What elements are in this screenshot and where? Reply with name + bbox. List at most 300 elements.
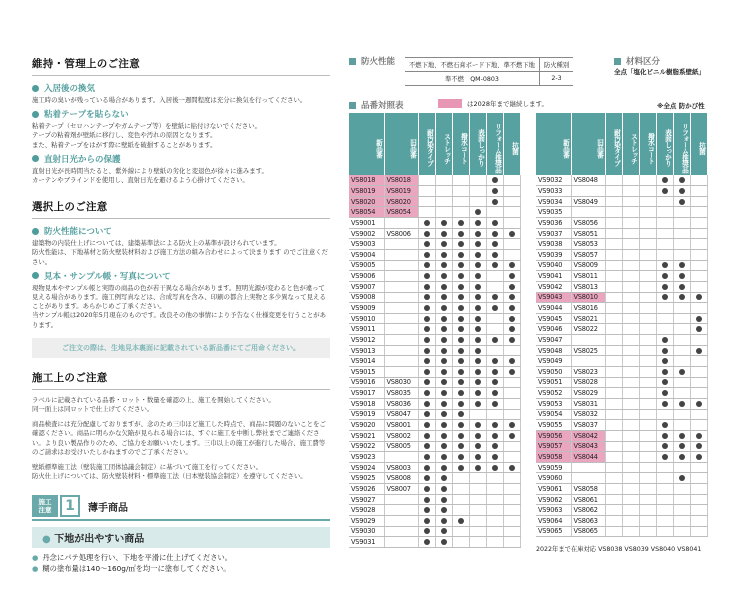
feature-cell: [622, 420, 639, 431]
filled-dot-icon: [441, 294, 447, 300]
feature-cell: [690, 260, 707, 271]
filled-dot-icon: [424, 507, 430, 513]
old-code: [384, 303, 418, 314]
filled-dot-icon: [475, 326, 481, 332]
feature-cell: [452, 452, 469, 463]
filled-dot-icon: [475, 443, 481, 449]
section-number: 1: [60, 495, 80, 517]
old-code: VS8042: [571, 430, 605, 441]
feature-cell: [452, 271, 469, 282]
old-code: [571, 473, 605, 484]
filled-dot-icon: [475, 379, 481, 385]
feature-cell: [656, 526, 673, 537]
feature-cell: [503, 484, 520, 495]
filled-dot-icon: [424, 284, 430, 290]
notes-column: [32, 56, 330, 574]
feature-cell: [503, 324, 520, 335]
feature-cell: [435, 484, 452, 495]
new-code: VS9027: [349, 494, 384, 505]
filled-dot-icon: [662, 443, 668, 449]
feature-cell: [690, 505, 707, 516]
new-code: VS9029: [349, 516, 384, 527]
feature-cell: [656, 345, 673, 356]
column-header: リフォーム推奨品: [673, 113, 690, 175]
feature-cell: [503, 249, 520, 260]
filled-dot-icon: [492, 401, 498, 407]
filled-dot-icon: [679, 188, 685, 194]
feature-cell: [622, 377, 639, 388]
feature-cell: [435, 388, 452, 399]
feature-cell: [503, 430, 520, 441]
feature-cell: [418, 335, 435, 346]
feature-cell: [673, 516, 690, 527]
feature-cell: [469, 281, 486, 292]
feature-cell: [469, 430, 486, 441]
feature-cell: [418, 345, 435, 356]
table-row: [349, 292, 520, 303]
feature-cell: [469, 452, 486, 463]
feature-cell: [418, 388, 435, 399]
table-row: [349, 313, 520, 324]
table-row: [349, 356, 520, 367]
old-code: VS8051: [571, 228, 605, 239]
feature-cell: [622, 494, 639, 505]
feature-cell: [486, 196, 503, 207]
feature-cell: [486, 462, 503, 473]
table-row: [536, 249, 707, 260]
feature-cell: [503, 281, 520, 292]
paragraph: 建築物の内装仕上げについては、建築基準法による防火上の基準が設けられています。 防火性能は、下地基材と防火壁装材料および施工方法の組み合わせによって決まります のでご注意ください。: [32, 239, 328, 266]
filled-dot-icon: [441, 348, 447, 354]
feature-cell: [622, 303, 639, 314]
new-code: VS9001: [349, 218, 384, 229]
feature-cell: [673, 367, 690, 378]
feature-cell: [639, 271, 656, 282]
filled-dot-icon: [441, 465, 447, 471]
new-code: VS9037: [536, 228, 571, 239]
filled-dot-icon: [424, 454, 430, 460]
feature-cell: [435, 196, 452, 207]
footnote: 2022年まで在庫対応 VS8038 VS8039 VS8040 VS8041: [536, 546, 702, 553]
filled-dot-icon: [424, 528, 430, 534]
feature-cell: [690, 281, 707, 292]
old-code: [384, 335, 418, 346]
table-row: [536, 494, 707, 505]
feature-cell: [452, 313, 469, 324]
feature-cell: [503, 228, 520, 239]
feature-cell: [639, 281, 656, 292]
feature-cell: [656, 175, 673, 186]
old-code: VS8011: [571, 271, 605, 282]
feature-cell: [452, 356, 469, 367]
feature-cell: [452, 303, 469, 314]
old-code: [571, 335, 605, 346]
filled-dot-icon: [492, 241, 498, 247]
filled-dot-icon: [509, 262, 515, 268]
filled-dot-icon: [441, 411, 447, 417]
feature-cell: [605, 239, 622, 250]
feature-cell: [605, 452, 622, 463]
filled-dot-icon: [492, 294, 498, 300]
old-code: VS8054: [384, 207, 418, 218]
feature-cell: [690, 239, 707, 250]
feature-cell: [486, 526, 503, 537]
filled-dot-icon: [492, 433, 498, 439]
feature-cell: [435, 409, 452, 420]
table-row: [536, 228, 707, 239]
feature-cell: [452, 537, 469, 548]
feature-cell: [452, 430, 469, 441]
feature-cell: [639, 452, 656, 463]
filled-dot-icon: [424, 390, 430, 396]
feature-cell: [673, 271, 690, 282]
old-code: [384, 516, 418, 527]
feature-cell: [622, 441, 639, 452]
feature-cell: [486, 228, 503, 239]
new-code: VS9047: [536, 335, 571, 346]
feature-cell: [486, 345, 503, 356]
feature-cell: [435, 228, 452, 239]
table-row: [536, 398, 707, 409]
material-label: 材料区分: [614, 55, 660, 67]
filled-dot-icon: [441, 497, 447, 503]
feature-cell: [486, 207, 503, 218]
feature-cell: [673, 196, 690, 207]
feature-cell: [418, 281, 435, 292]
feature-cell: [452, 292, 469, 303]
column-header: 表面しっかり: [656, 113, 673, 175]
feature-cell: [639, 345, 656, 356]
old-code: VS8036: [384, 398, 418, 409]
feature-cell: [673, 303, 690, 314]
feature-cell: [486, 175, 503, 186]
feature-cell: [690, 452, 707, 463]
feature-cell: [673, 420, 690, 431]
feature-cell: [486, 324, 503, 335]
old-code: [384, 239, 418, 250]
feature-cell: [486, 398, 503, 409]
table-row: [349, 526, 520, 537]
feature-cell: [622, 249, 639, 260]
table-row: [536, 516, 707, 527]
feature-cell: [622, 281, 639, 292]
table-row: [349, 398, 520, 409]
paragraph: ラベルに記載されている品番・ロット・数量を確認の上、施工を開始してください。 同一面上は同ロットで仕上げてください。: [32, 395, 275, 414]
old-code: [384, 260, 418, 271]
table-row: [536, 324, 707, 335]
filled-dot-icon: [492, 177, 498, 183]
feature-cell: [639, 260, 656, 271]
feature-cell: [486, 303, 503, 314]
feature-cell: [469, 218, 486, 229]
table-row: [536, 271, 707, 282]
old-code: [384, 324, 418, 335]
new-code: VS9012: [349, 335, 384, 346]
old-code: [384, 313, 418, 324]
filled-dot-icon: [424, 316, 430, 322]
feature-cell: [435, 420, 452, 431]
feature-cell: [690, 430, 707, 441]
feature-cell: [486, 452, 503, 463]
feature-cell: [503, 537, 520, 548]
feature-cell: [639, 409, 656, 420]
new-code: VS9044: [536, 303, 571, 314]
table-row: [536, 462, 707, 473]
feature-cell: [656, 281, 673, 292]
new-code: VS9057: [536, 441, 571, 452]
feature-cell: [486, 356, 503, 367]
column-header: 旧品番: [571, 113, 605, 175]
filled-dot-icon: [475, 252, 481, 258]
filled-dot-icon: [424, 518, 430, 524]
feature-cell: [503, 398, 520, 409]
new-code: VS9024: [349, 462, 384, 473]
feature-cell: [673, 473, 690, 484]
table-row: [349, 228, 520, 239]
table-row: [536, 473, 707, 484]
feature-cell: [452, 228, 469, 239]
new-code: VS9019: [349, 409, 384, 420]
feature-cell: [418, 292, 435, 303]
feature-cell: [418, 239, 435, 250]
filled-dot-icon: [441, 507, 447, 513]
feature-cell: [690, 313, 707, 324]
feature-cell: [622, 260, 639, 271]
filled-dot-icon: [424, 231, 430, 237]
feature-cell: [435, 239, 452, 250]
feature-cell: [690, 207, 707, 218]
old-code: VS8037: [571, 420, 605, 431]
filled-dot-icon: [679, 433, 685, 439]
feature-cell: [656, 377, 673, 388]
feature-cell: [622, 484, 639, 495]
feature-cell: [469, 388, 486, 399]
filled-dot-icon: [458, 422, 464, 428]
feature-cell: [656, 271, 673, 282]
feature-cell: [690, 356, 707, 367]
feature-cell: [469, 345, 486, 356]
feature-cell: [673, 388, 690, 399]
new-code: VS9010: [349, 313, 384, 324]
table-row: [536, 335, 707, 346]
filled-dot-icon: [492, 199, 498, 205]
feature-cell: [673, 398, 690, 409]
feature-cell: [452, 409, 469, 420]
feature-cell: [418, 526, 435, 537]
feature-cell: [469, 473, 486, 484]
feature-cell: [503, 377, 520, 388]
subheading: 直射日光からの保護: [32, 153, 330, 165]
filled-dot-icon: [492, 262, 498, 268]
feature-cell: [639, 473, 656, 484]
filled-dot-icon: [441, 379, 447, 385]
old-code: [384, 218, 418, 229]
filled-dot-icon: [509, 433, 515, 439]
feature-cell: [418, 313, 435, 324]
feature-cell: [656, 473, 673, 484]
feature-cell: [673, 505, 690, 516]
feature-cell: [673, 377, 690, 388]
old-code: VS8031: [571, 398, 605, 409]
new-code: VS9031: [349, 537, 384, 548]
feature-cell: [486, 367, 503, 378]
old-code: VS8065: [571, 526, 605, 537]
feature-cell: [673, 462, 690, 473]
new-code: VS9017: [349, 388, 384, 399]
filled-dot-icon: [492, 422, 498, 428]
feature-cell: [469, 303, 486, 314]
table-row: [536, 207, 707, 218]
table-row: [536, 356, 707, 367]
feature-cell: [452, 281, 469, 292]
table-row: [349, 303, 520, 314]
table-row: [349, 271, 520, 282]
section-title: 薄手商品: [88, 502, 128, 514]
feature-cell: [673, 324, 690, 335]
feature-cell: [639, 196, 656, 207]
construction-title: 施工上のご注意: [32, 371, 108, 384]
filled-dot-icon: [424, 443, 430, 449]
feature-cell: [452, 377, 469, 388]
old-code: VS8021: [571, 313, 605, 324]
feature-cell: [486, 494, 503, 505]
filled-dot-icon: [696, 401, 702, 407]
filled-dot-icon: [475, 209, 481, 215]
filled-dot-icon: [662, 433, 668, 439]
feature-cell: [673, 207, 690, 218]
column-header: 撥水コート: [639, 113, 656, 175]
filled-dot-icon: [679, 475, 685, 481]
new-code: VS9018: [349, 398, 384, 409]
feature-cell: [503, 239, 520, 250]
old-code: VS8029: [571, 388, 605, 399]
old-code: VS8061: [571, 494, 605, 505]
filled-dot-icon: [475, 369, 481, 375]
feature-cell: [656, 494, 673, 505]
feature-cell: [690, 335, 707, 346]
feature-cell: [452, 494, 469, 505]
filled-dot-icon: [458, 284, 464, 290]
feature-cell: [418, 324, 435, 335]
table-row: [536, 175, 707, 186]
old-code: [384, 452, 418, 463]
filled-dot-icon: [475, 294, 481, 300]
feature-cell: [435, 218, 452, 229]
filled-dot-icon: [441, 220, 447, 226]
feature-cell: [418, 207, 435, 218]
feature-cell: [452, 196, 469, 207]
filled-dot-icon: [475, 273, 481, 279]
paragraph: 壁紙標準施工法（壁装施工団体協議会制定）に基づいて施工を行ってください。 防火仕上げについては、防火壁装材料・標準施工法（日本壁装協会制定）を遵守してください。: [32, 463, 307, 481]
feature-cell: [690, 292, 707, 303]
table-row: [536, 292, 707, 303]
feature-cell: [486, 537, 503, 548]
section-header: [32, 495, 330, 521]
feature-cell: [622, 526, 639, 537]
filled-dot-icon: [441, 539, 447, 545]
filled-dot-icon: [679, 199, 685, 205]
new-code: VS9004: [349, 249, 384, 260]
feature-cell: [690, 516, 707, 527]
feature-cell: [605, 473, 622, 484]
filled-dot-icon: [492, 305, 498, 311]
old-code: VS8063: [571, 516, 605, 527]
filled-dot-icon: [458, 465, 464, 471]
feature-cell: [605, 260, 622, 271]
feature-cell: [605, 430, 622, 441]
feature-cell: [503, 186, 520, 197]
filled-dot-icon: [475, 284, 481, 290]
table-row: [349, 249, 520, 260]
filled-dot-icon: [475, 433, 481, 439]
feature-cell: [622, 430, 639, 441]
new-code: VS9049: [536, 356, 571, 367]
feature-cell: [486, 271, 503, 282]
feature-cell: [639, 207, 656, 218]
table-row: [349, 462, 520, 473]
new-code: VS9042: [536, 281, 571, 292]
old-code: [384, 345, 418, 356]
table-row: [349, 494, 520, 505]
filled-dot-icon: [662, 273, 668, 279]
feature-cell: [656, 484, 673, 495]
new-code: VS9009: [349, 303, 384, 314]
new-code: VS8019: [349, 186, 384, 197]
divider: [32, 75, 330, 76]
filled-dot-icon: [458, 294, 464, 300]
feature-cell: [622, 271, 639, 282]
feature-cell: [690, 303, 707, 314]
feature-cell: [605, 345, 622, 356]
feature-cell: [656, 207, 673, 218]
filled-dot-icon: [458, 252, 464, 258]
feature-cell: [673, 218, 690, 229]
feature-cell: [435, 377, 452, 388]
paragraph: 施工時の臭いが残っている場合があります。入居後一週間程度は充分に換気を行ってください。: [32, 96, 307, 104]
filled-dot-icon: [424, 465, 430, 471]
feature-cell: [435, 526, 452, 537]
feature-cell: [469, 420, 486, 431]
feature-cell: [690, 473, 707, 484]
filled-dot-icon: [475, 390, 481, 396]
feature-cell: [435, 271, 452, 282]
mold-note: ※全点 防かび性: [657, 102, 705, 110]
feature-cell: [503, 409, 520, 420]
filled-dot-icon: [441, 316, 447, 322]
new-code: VS8054: [349, 207, 384, 218]
new-code: VS9060: [536, 473, 571, 484]
filled-dot-icon: [458, 273, 464, 279]
feature-cell: [469, 324, 486, 335]
feature-cell: [639, 388, 656, 399]
feature-cell: [639, 335, 656, 346]
feature-cell: [503, 207, 520, 218]
feature-cell: [503, 292, 520, 303]
feature-cell: [435, 494, 452, 505]
filled-dot-icon: [475, 220, 481, 226]
feature-cell: [639, 377, 656, 388]
table-row: [536, 186, 707, 197]
filled-dot-icon: [492, 188, 498, 194]
new-code: VS9059: [536, 462, 571, 473]
filled-dot-icon: [679, 262, 685, 268]
feature-cell: [452, 473, 469, 484]
filled-dot-icon: [679, 443, 685, 449]
old-code: VS8007: [384, 484, 418, 495]
feature-cell: [469, 537, 486, 548]
paragraph: 直射日光が長時間当たると、紫外線により壁紙の劣化と変退色が徐々に進みます。 カーテンやブラインドを使用し、直射日光を避けるよう心掛けてください。: [32, 166, 268, 185]
table-row: [349, 207, 520, 218]
